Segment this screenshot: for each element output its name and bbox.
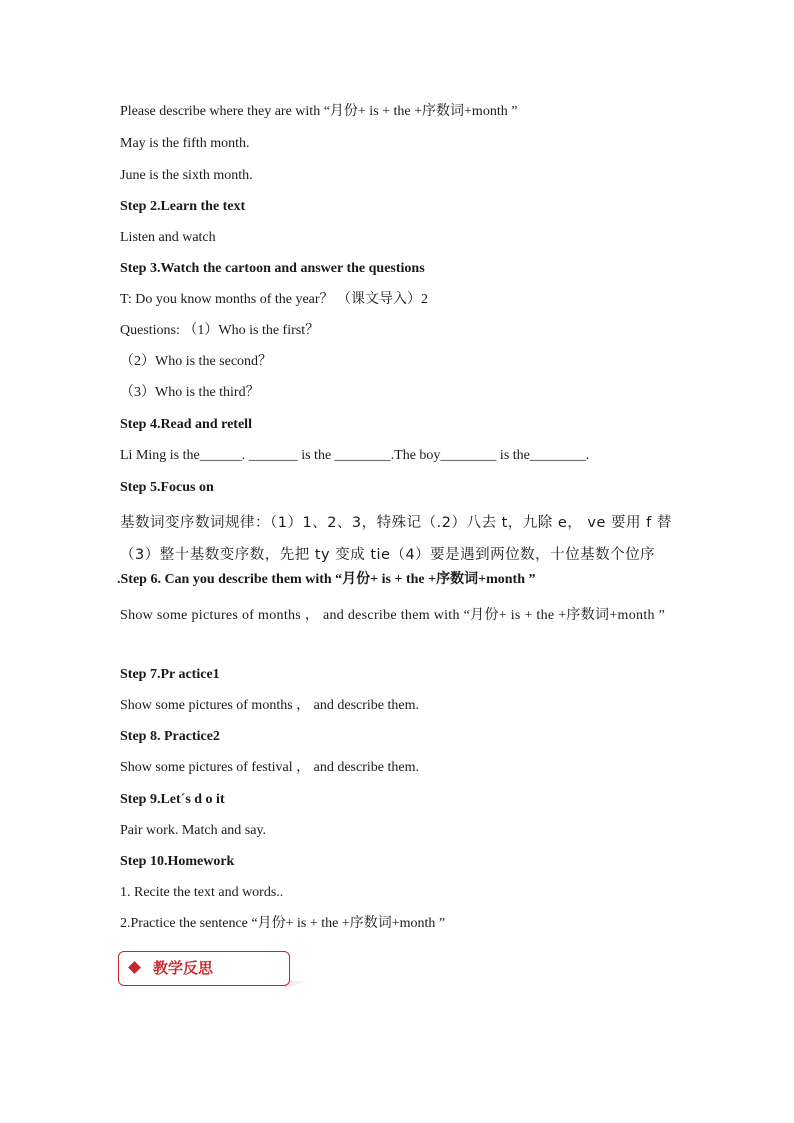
question-1: Questions: （1）Who is the first？ <box>120 323 320 338</box>
step-2-heading: Step 2.Learn the text <box>120 199 246 214</box>
step-10-heading: Step 10.Homework <box>120 854 235 869</box>
step-8-body: Show some pictures of festival ， and describe them. <box>120 760 419 775</box>
step-6-heading: .Step 6. Can you describe them with “月份+ is + the +序数词+month ” <box>117 572 536 587</box>
step-9-heading: Step 9.Let´s d o it <box>120 792 225 807</box>
homework-1: 1. Recite the text and words.. <box>120 885 284 900</box>
step-2-body: Listen and watch <box>120 230 216 245</box>
question-2: （2）Who is the second？ <box>120 354 273 369</box>
step-8-heading: Step 8. Practice2 <box>120 729 220 744</box>
step-7-heading: Step 7.Pr actice1 <box>120 667 220 682</box>
question-3: （3）Who is the third？ <box>120 385 260 400</box>
step-6-body: Show some pictures of months ， and describe them with “月份+ is + the +序数词+month ” <box>120 608 666 623</box>
retell-blanks: Li Ming is the______. _______ is the ________.The boy________ is the________. <box>120 448 590 463</box>
homework-2: 2.Practice the sentence “月份+ is + the +序数词+month ” <box>120 916 446 931</box>
step-5-heading: Step 5.Focus on <box>120 480 214 495</box>
step-7-body: Show some pictures of months ， and describe them. <box>120 698 420 713</box>
may-line: May is the fifth month. <box>120 136 250 151</box>
ordinal-rules: 基数词变序数词规律：（1）1、2、3，特殊记（.2）八去 t，九除 e， ve 要用 f 替（3）整十基数变序数，先把 ty 变成 tie（4）要是遇到两位数，十位基数个位序 <box>120 515 672 563</box>
reflection-badge-label: 教学反思 <box>153 959 214 977</box>
step-3-teacher-question: T: Do you know months of the year？ （课文导入）2 <box>120 292 429 307</box>
intro-line: Please describe where they are with “月份+ is + the +序数词+month ” <box>120 104 518 119</box>
step-4-heading: Step 4.Read and retell <box>120 417 252 432</box>
june-line: June is the sixth month. <box>120 168 253 183</box>
step-9-body: Pair work. Match and say. <box>120 823 267 838</box>
step-3-heading: Step 3.Watch the cartoon and answer the questions <box>120 261 425 276</box>
